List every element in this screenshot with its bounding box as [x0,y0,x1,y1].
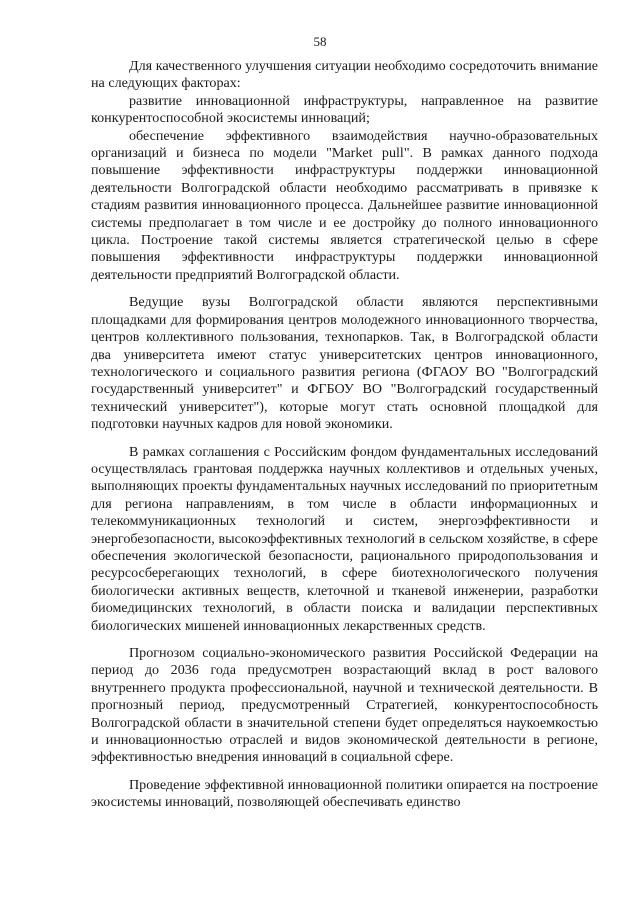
paragraph-policy: Проведение эффективной инновационной политики опирается на построение экосистемы инноваций, позволяющей обеспечивать единство [91,776,598,811]
paragraph-list-item-interaction: обеспечение эффективного взаимодействия научно-образовательных организаций и бизнеса по модели "Market pull". В рамках данного подхода повышение эффективности инфраструктуры поддержки инновационной деятельности Волгоградской области необходимо рассматривать в привязке к стадиям развития инновационного процесса. Дальнейшее развитие инновационной системы предполагает в том числе и ее достройку до полного инновационного цикла. Построение такой системы является стратегической целью в сфере повышения эффективности инфраструктуры поддержки инновационной деятельности предприятий Волгоградской области. [91,127,598,283]
paragraph-universities: Ведущие вузы Волгоградской области являются перспективными площадками для формирования центров молодежного инновационного творчества, центров коллективного пользования, технопарков. Так, в Волгоградской области два университета имеют статус университетских центров инновационного, технологического и социального развития региона (ФГАОУ ВО "Волгоградский государственный университет" и ФГБОУ ВО "Волгоградский государственный технический университет"), которые могут стать основной площадкой для подготовки научных кадров для новой экономики. [91,294,598,433]
page-body [91,58,598,812]
paragraph-list-item-infrastructure: развитие инновационной инфраструктуры, направленное на развитие конкурентоспособной экосистемы инноваций; [91,92,598,127]
paragraph-forecast: Прогнозом социально-экономического развития Российской Федерации на период до 2036 года предусмотрен возрастающий вклад в рост валового внутреннего продукта профессиональной, научной и технической деятельности. В прогнозный период, предусмотренный Стратегией, конкурентоспособность Волгоградской области в значительной степени будет определяться наукоемкостью и инновационностью отраслей и видов экономической деятельности в регионе, эффективностью внедрения инноваций в социальной сфере. [91,645,598,766]
page-number: 58 [313,34,327,49]
paragraph-intro: Для качественного улучшения ситуации необходимо сосредоточить внимание на следующих факторах: [91,58,598,92]
paragraph-grants: В рамках соглашения с Российским фондом фундаментальных исследований осуществлялась грантовая поддержка научных коллективов и отдельных ученых, выполняющих проекты фундаментальных научных исследований по приоритетным для региона направлениям, в том числе в области информационных и телекоммуникационных технологий и систем, энергоэффективности и энергобезопасности, высокоэффективных технологий в сельском хозяйстве, в сфере обеспечения экологической безопасности, рационального природопользования и ресурсосберегающих технологий, в сфере биотехнологического получения биологически активных веществ, клеточной и тканевой инженерии, разработки биомедицинских технологий, в области поиска и валидации перспективных биологических мишеней инновационных лекарственных средств. [91,443,598,634]
